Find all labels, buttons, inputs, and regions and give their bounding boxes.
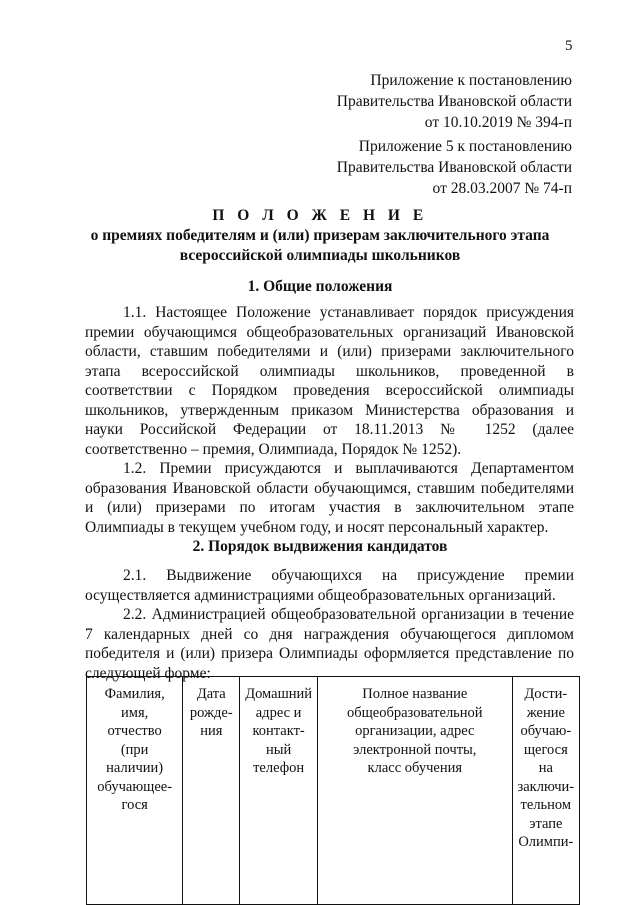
table-header-cell	[183, 677, 240, 905]
title-subtitle-line-2: всероссийской олимпиады школьников	[179, 247, 461, 264]
paragraph-2-1: 2.1. Выдвижение обучающихся на присуждение премии осуществляется администрациями общеобразовательных организаций.	[85, 567, 574, 604]
table-header-cell	[240, 677, 318, 905]
table-header-cell	[317, 677, 512, 905]
header-full-name: Фамилия, имя, отчество (при наличии) обучающее- гося	[97, 686, 173, 813]
header-school-name: Полное название общеобразовательной организации, адрес электронной почты, класс обучения	[347, 686, 483, 776]
page-number: 5	[565, 38, 573, 54]
document-title	[0, 206, 640, 266]
header-home-address: Домашний адрес и контакт- ный телефон	[245, 686, 313, 776]
table-header-cell	[512, 677, 579, 905]
paragraph-2-2: 2.2. Администрацией общеобразовательной организации в течение 7 календарных дней со дня награждения обучающегося дипломом победителя и (или) призера Олимпиады оформляется представление по следующей форме:	[85, 606, 574, 682]
header-birth-date: Дата рожде- ния	[189, 686, 233, 739]
title-subtitle-line-1: о премиях победителям и (или) призерам заключительного этапа	[90, 227, 550, 244]
section-1-heading: 1. Общие положения	[247, 278, 393, 295]
annex-1-line-1: Приложение к постановлению	[370, 72, 572, 89]
table-header-cell	[87, 677, 183, 905]
candidate-form-table	[86, 676, 580, 905]
annex-2-line-2: Правительства Ивановской области	[336, 159, 572, 176]
annex-reference-current	[337, 70, 572, 133]
annex-1-line-3: от 10.10.2019 № 394-п	[424, 114, 572, 131]
annex-reference-original	[337, 136, 572, 199]
section-2-heading: 2. Порядок выдвижения кандидатов	[192, 538, 448, 555]
header-achievement: Дости- жение обучаю- щегося на заключи- тельном этапе Олимпи-	[517, 686, 575, 850]
paragraph-1-2: 1.2. Премии присуждаются и выплачиваются Департаментом образования Ивановской области обучающимся, ставшим победителями и (или) призерами по итогам участия в заключительном этапе Олимпиады в текущем учебном году, и носят персональный характер.	[85, 460, 574, 536]
section-1-body	[85, 303, 574, 537]
section-2-body	[85, 566, 574, 683]
annex-1-line-2: Правительства Ивановской области	[336, 93, 572, 110]
table-header-row	[87, 677, 580, 905]
annex-2-line-3: от 28.03.2007 № 74-п	[432, 180, 572, 197]
paragraph-1-1: 1.1. Настоящее Положение устанавливает порядок присуждения премии обучающимся общеобразовательных организаций Ивановской области, ставшим победителями и (или) призерами заключительного этапа всероссийской олимпиады школьников, проведенной в соответствии с Порядком проведения всероссийской олимпиады школьников, утвержденным приказом Министерства образования и науки Российской Федерации от 18.11.2013 № 1252 (далее соответственно – премия, Олимпиада, Порядок № 1252).	[85, 304, 574, 458]
title-main: П О Л О Ж Е Н И Е	[212, 207, 428, 224]
annex-2-line-1: Приложение 5 к постановлению	[358, 138, 572, 155]
